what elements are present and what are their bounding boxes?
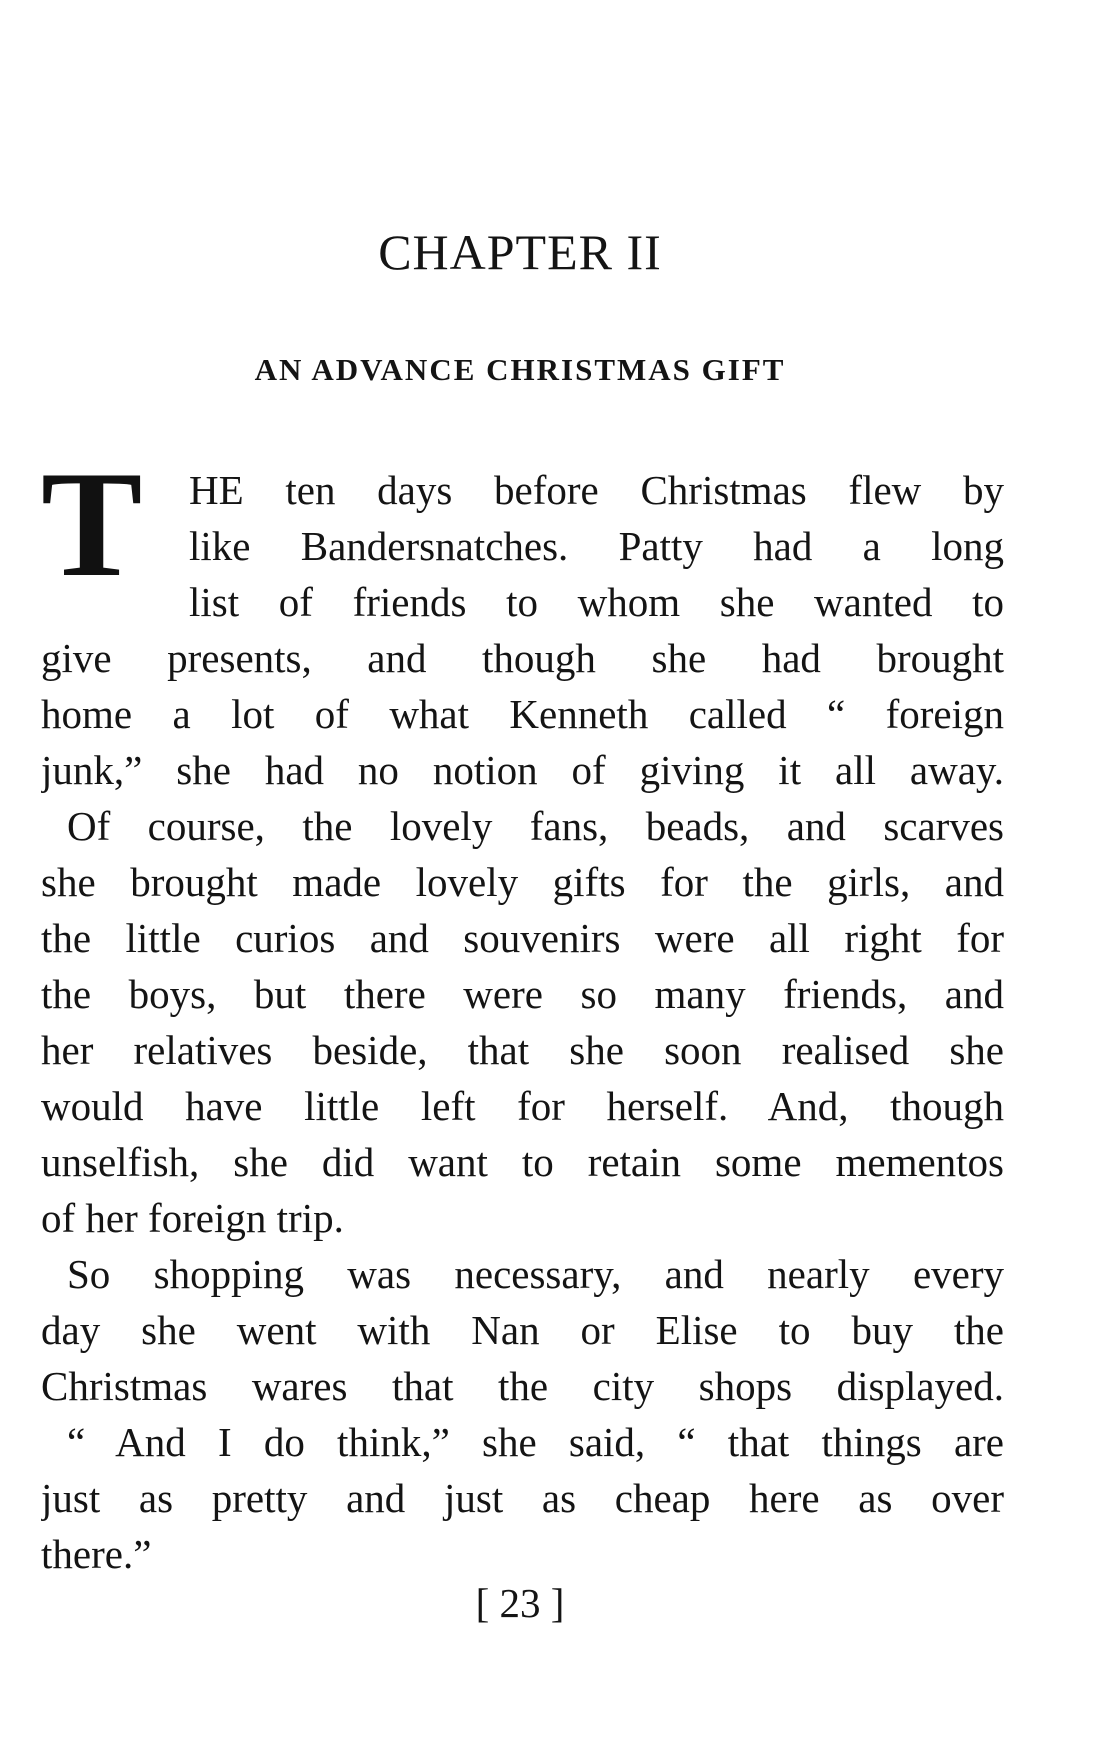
text-line: the boys, but there were so many friends, and — [41, 971, 1004, 1017]
page-number: [ 23 ] — [475, 1580, 565, 1626]
chapter-subtitle: AN ADVANCE CHRISTMAS GIFT — [254, 352, 786, 387]
text-line: like Bandersnatches. Patty had a long — [189, 523, 1004, 569]
text-line: day she went with Nan or Elise to buy the — [41, 1307, 1004, 1353]
text-line: HE ten days before Christmas flew by — [189, 467, 1004, 513]
text-line: Of course, the lovely fans, beads, and scarves — [67, 803, 1004, 849]
text-line: list of friends to whom she wanted to — [189, 579, 1004, 625]
text-line: home a lot of what Kenneth called “ foreign — [41, 691, 1004, 737]
drop-cap: T — [41, 440, 143, 608]
text-line: Christmas wares that the city shops displayed. — [41, 1363, 1004, 1409]
chapter-title: CHAPTER II — [378, 224, 662, 280]
text-line: of her foreign trip. — [41, 1195, 344, 1241]
text-line: would have little left for herself. And, though — [41, 1083, 1004, 1129]
text-line: she brought made lovely gifts for the girls, and — [41, 859, 1004, 905]
text-line: junk,” she had no notion of giving it all away. — [41, 747, 1004, 793]
text-line: give presents, and though she had brought — [41, 635, 1004, 681]
text-line: unselfish, she did want to retain some mementos — [41, 1139, 1004, 1185]
text-line: So shopping was necessary, and nearly every — [67, 1251, 1004, 1297]
text-line: the little curios and souvenirs were all right for — [41, 915, 1004, 961]
text-line: her relatives beside, that she soon realised she — [41, 1027, 1004, 1073]
text-line: there.” — [41, 1531, 152, 1577]
body-text — [41, 462, 1004, 1582]
text-line: just as pretty and just as cheap here as over — [41, 1475, 1004, 1521]
text-line: “ And I do think,” she said, “ that things are — [67, 1419, 1004, 1465]
